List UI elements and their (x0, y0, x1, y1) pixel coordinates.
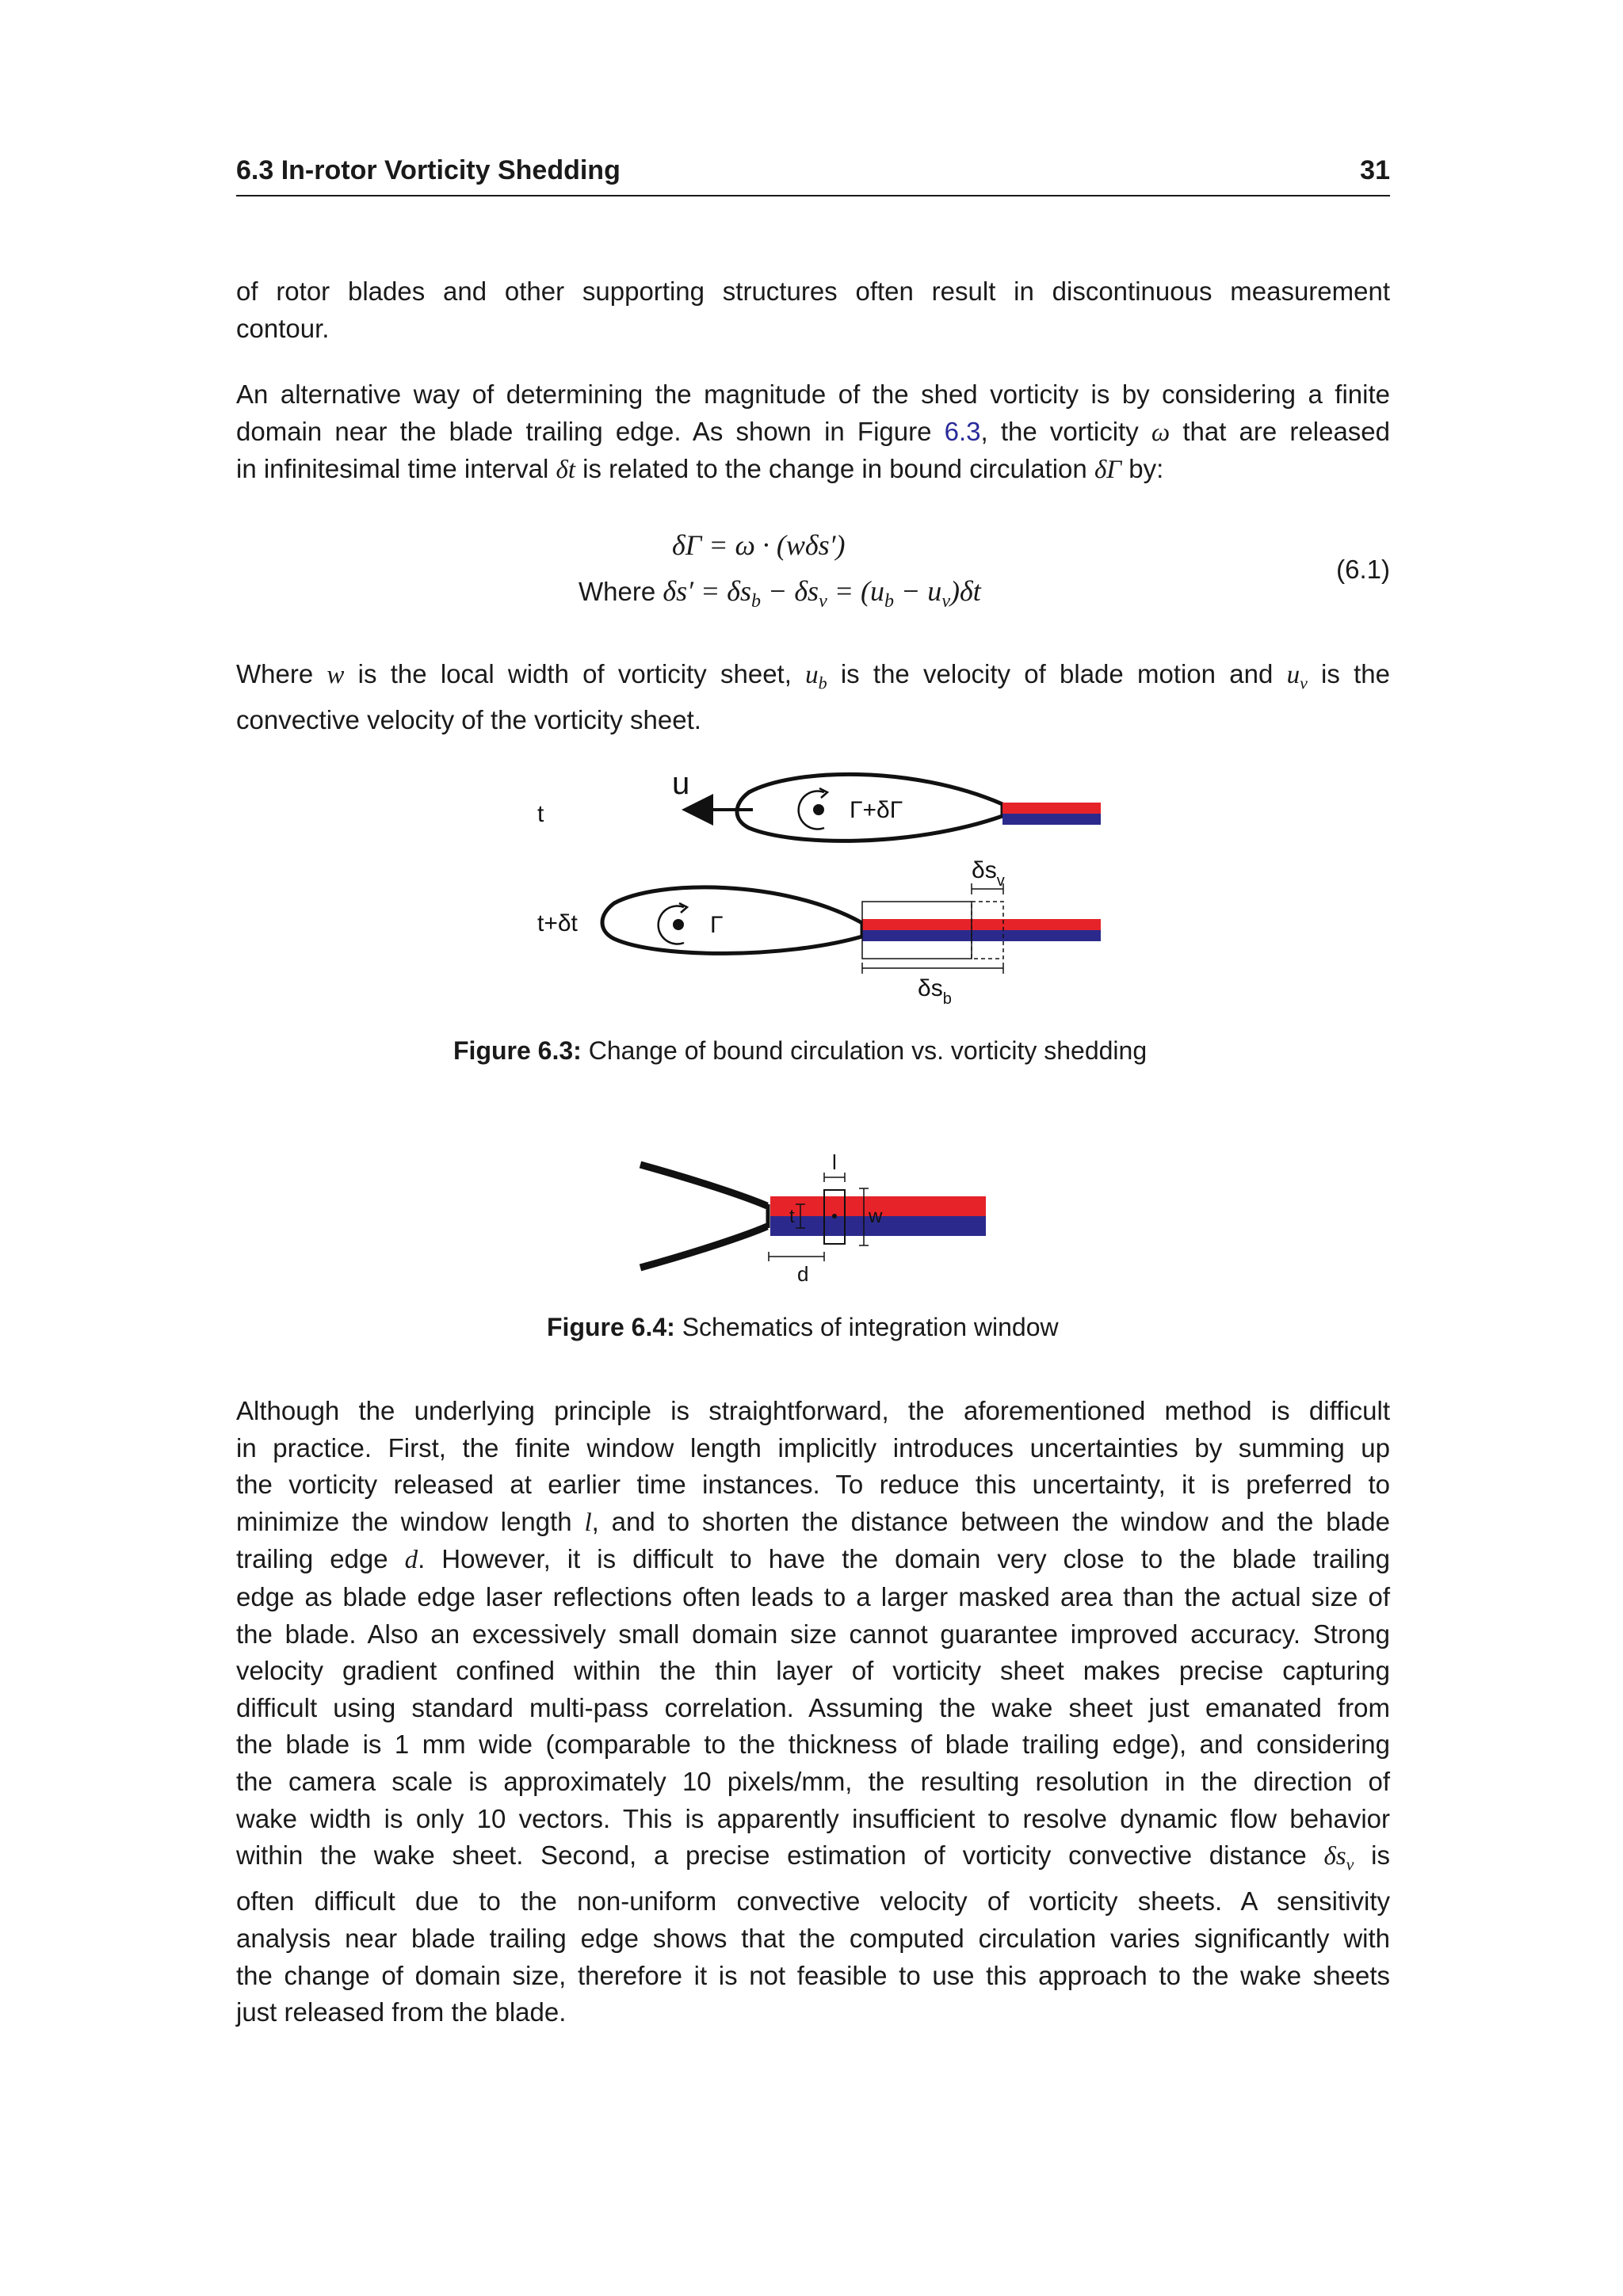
text-line: in practice. First, the finite window length implicitly introduces uncertainties by summing up (236, 1432, 1390, 1463)
equation-line-1: δΓ = ω · (wδs′) (672, 529, 846, 561)
text-line: within the wake sheet. Second, a precise estimation of vorticity convective distance $\delta s_v$ is (236, 1840, 1390, 1875)
vorticity-sheet-blue (1002, 814, 1101, 825)
text-line: contour. (236, 313, 330, 343)
text-line: minimize the window length l, and to shorten the distance between the window and the blade (236, 1506, 1390, 1537)
vorticity-sheet-red (1002, 803, 1101, 814)
dimension-label-dsb: $\delta s_b$ (918, 975, 952, 1008)
equation-line-2: Where $\delta s' = \delta s_b - \delta s_v = (u_b - u_v)\delta t$ (579, 575, 981, 612)
text-line: difficult using standard multi-pass correlation. Assuming the wake sheet just emanated from (236, 1692, 1390, 1722)
text-line: edge as blade edge laser reflections often leads to a larger masked area than the actual size of (236, 1581, 1390, 1611)
text-line: the change of domain size, therefore it is not feasible to use this approach to the wake sheets (236, 1960, 1390, 1990)
text-line: the vorticity released at earlier time instances. To reduce this uncertainty, it is preferred to (236, 1470, 1390, 1500)
text-line: convective velocity of the vorticity sheet. (236, 705, 701, 735)
text-line: the blade is 1 mm wide (comparable to the thickness of blade trailing edge), and considering (236, 1730, 1390, 1760)
airfoil-lower (602, 887, 862, 953)
text-line: in infinitesimal time interval δt is related to the change in bound circulation δΓ by: (236, 454, 1164, 485)
vorticity-sheet-blue (862, 930, 1101, 941)
time-label-t: t (537, 801, 544, 827)
vorticity-sheet-red (862, 919, 1101, 930)
text-line: An alternative way of determining the magnitude of the shed vorticity is by considering a finite (236, 379, 1390, 409)
figure-link[interactable]: 6.3 (944, 416, 981, 446)
paragraph-1 (236, 273, 1390, 347)
blade-trailing-edge-lower (640, 1226, 767, 1268)
page-number: 31 (1360, 155, 1390, 185)
text-line: just released from the blade. (236, 1997, 567, 2027)
figure-6-3 (0, 761, 1623, 1022)
paragraph-3 (236, 656, 1390, 739)
text-line: Where w is the local width of vorticity sheet, $u_b$ is the velocity of blade motion and $u_v$ is the (236, 659, 1390, 693)
dimension-label-w: w (869, 1206, 883, 1227)
paragraph-4 (236, 1393, 1390, 2031)
text-line: analysis near blade trailing edge shows that the computed circulation varies significantly with (236, 1923, 1390, 1953)
figure-6-4 (0, 1141, 1623, 1291)
dimension-label-d: d (797, 1262, 809, 1286)
text-line: Although the underlying principle is straightforward, the aforementioned method is difficult (236, 1396, 1390, 1425)
running-header (236, 155, 1390, 196)
text-line: of rotor blades and other supporting structures often result in discontinuous measurement (236, 277, 1390, 306)
dimension-label-l: l (832, 1150, 837, 1174)
text-line: the blade. Also an excessively small domain size cannot guarantee improved accuracy. Strong (236, 1619, 1390, 1649)
text-line: velocity gradient confined within the thin layer of vorticity sheet makes precise capturing (236, 1656, 1390, 1686)
figure-6-4-caption: Figure 6.4: Schematics of integration window (547, 1313, 1059, 1341)
paragraph-2 (236, 376, 1390, 489)
equation-number: (6.1) (1336, 555, 1390, 584)
figure-6-3-caption: Figure 6.3: Change of bound circulation vs. vorticity shedding (453, 1036, 1148, 1065)
time-label-t-dt: t+δt (537, 910, 578, 936)
circulation-label-gamma: Γ (710, 912, 724, 938)
text-line: domain near the blade trailing edge. As shown in Figure 6.3, the vorticity ω that are released (236, 416, 1390, 447)
text-line: often difficult due to the non-uniform convective velocity of vorticity sheets. A sensitivity (236, 1886, 1390, 1917)
text-line: trailing edge d. However, it is difficult to have the domain very close to the blade trailing (236, 1544, 1390, 1575)
bound-vortex-point (673, 919, 684, 930)
text-line: wake width is only 10 vectors. This is apparently insufficient to resolve dynamic flow behavior (236, 1803, 1390, 1833)
dimension-label-dsv: $\delta s_v$ (972, 857, 1005, 890)
dimension-label-t: t (789, 1206, 795, 1227)
velocity-label-u: u (672, 766, 690, 801)
text-line: the camera scale is approximately 10 pixels/mm, the resulting resolution in the direction of (236, 1766, 1390, 1796)
circulation-label-gamma-dgamma: Γ+δΓ (850, 797, 903, 823)
section-title: 6.3 In-rotor Vorticity Shedding (236, 155, 621, 185)
blade-trailing-edge-upper (640, 1165, 767, 1206)
bound-vortex-point (813, 804, 824, 815)
